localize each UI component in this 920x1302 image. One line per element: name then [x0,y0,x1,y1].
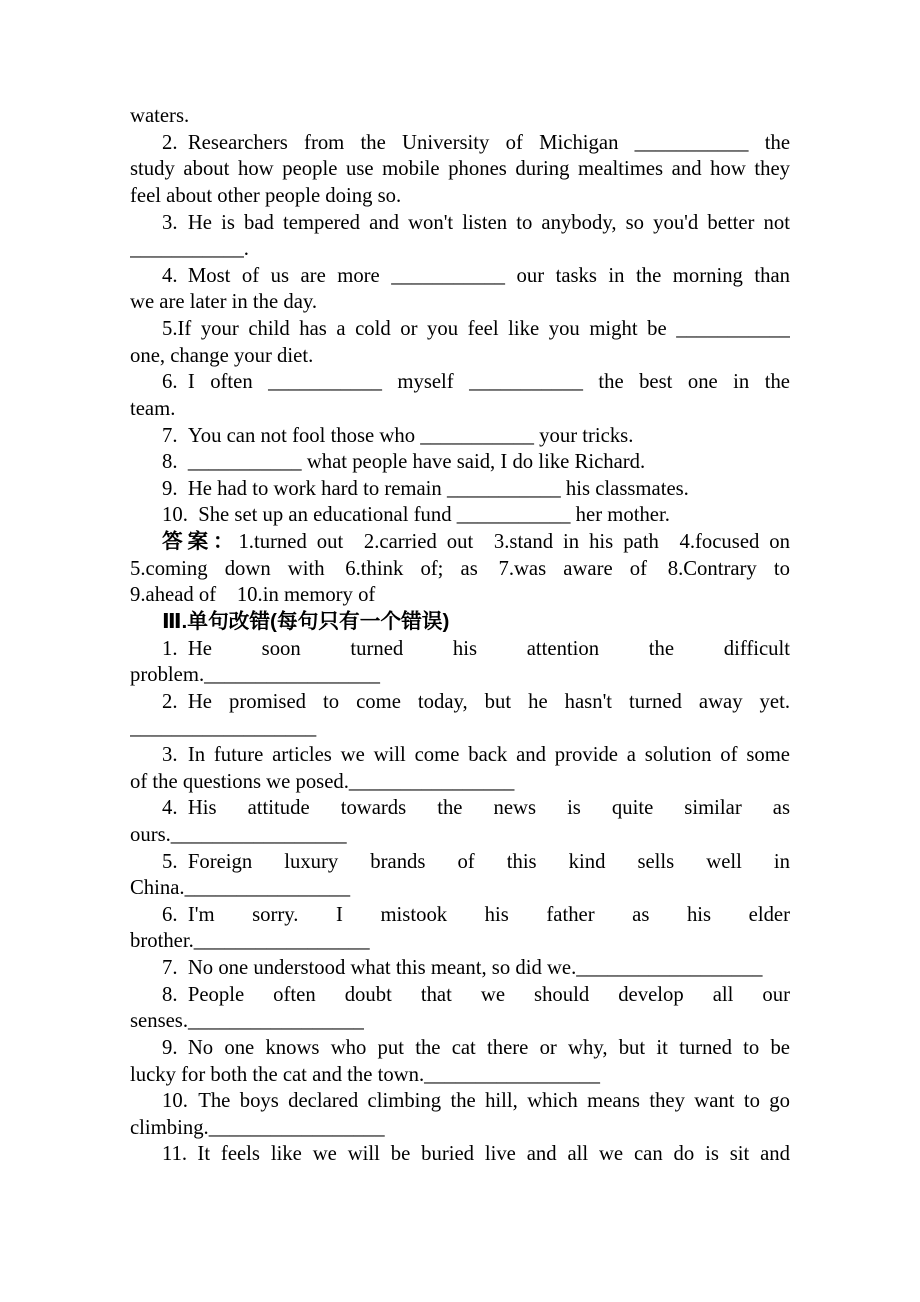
correction-item-6-line-2: brother._________________ [130,930,370,953]
fill-item-4-line-1: 4. Most of us are more ___________ our tasks in the morning than [162,264,790,287]
correction-item-8-line-1: 8. People often doubt that we should develop all our [162,983,790,1006]
correction-item-1-line-1: 1. He soon turned his attention the difficult [162,637,790,660]
correction-item-3-line-2: of the questions we posed.________________ [130,770,515,793]
correction-item-10-line-2: climbing._________________ [130,1116,385,1139]
correction-item-9-line-1: 9. No one knows who put the cat there or why, but it turned to be [162,1036,790,1059]
fill-item-9: 9. He had to work hard to remain ___________ his classmates. [162,477,689,500]
fill-item-3-line-1: 3. He is bad tempered and won't listen to anybody, so you'd better not [162,211,790,234]
fill-item-2-line-3: feel about other people doing so. [130,184,402,207]
correction-item-9-line-2: lucky for both the cat and the town._________________ [130,1063,600,1086]
section-iii-heading: Ⅲ.单句改错(每句只有一个错误) [162,609,450,633]
correction-item-8-line-2: senses._________________ [130,1010,364,1033]
fill-item-4-line-2: we are later in the day. [130,291,318,314]
correction-item-7: 7. No one understood what this meant, so did we.__________________ [162,957,763,979]
correction-item-2-line-1: 2. He promised to come today, but he hasn't turned away yet. [162,690,790,713]
correction-item-4-line-2: ours._________________ [130,823,347,846]
correction-item-5-line-1: 5. Foreign luxury brands of this kind sells well in [162,850,790,873]
fill-item-3-line-2: ___________. [130,238,249,261]
answers-line-1 [130,529,790,556]
correction-item-4-line-1: 4. His attitude towards the news is quite similar as [162,797,790,820]
correction-item-10-line-1: 10. The boys declared climbing the hill, which means they want to go [162,1090,790,1113]
answers-line-3: 9.ahead of 10.in memory of [130,584,376,607]
correction-item-1-line-2: problem._________________ [130,664,380,687]
correction-item-2-blank: __________________ [130,717,317,740]
answers-line-2: 5.coming down with 6.think of; as 7.was aware of 8.Contrary to [130,557,790,580]
fill-item-7: 7. You can not fool those who ___________ your tricks. [162,424,634,447]
answers-label: 答案： [162,530,239,553]
answers-line-1-text: 1.turned out 2.carried out 3.stand in his path 4.focused on [238,531,790,553]
fill-item-2-line-1: 2. Researchers from the University of Michigan ___________ the [162,131,790,154]
fill-item-6-line-1: 6. I often ___________ myself ___________ the best one in the [162,371,790,394]
fill-item-6-line-2: team. [130,397,176,420]
correction-item-11-line-1: 11. It feels like we will be buried live and all we can do is sit and [162,1143,790,1166]
line-waters: waters. [130,105,190,127]
fill-item-10: 10. She set up an educational fund ___________ her mother. [162,504,670,527]
correction-item-5-line-2: China.________________ [130,877,351,900]
fill-item-8: 8. ___________ what people have said, I do like Richard. [162,451,646,474]
correction-item-6-line-1: 6. I'm sorry. I mistook his father as his elder [162,903,790,926]
fill-item-5-line-2: one, change your diet. [130,344,314,367]
correction-item-3-line-1: 3. In future articles we will come back and provide a solution of some [162,744,790,766]
fill-item-5-line-1: 5.If your child has a cold or you feel like you might be ___________ [162,318,790,340]
fill-item-2-line-2: study about how people use mobile phones during mealtimes and how they [130,158,790,181]
